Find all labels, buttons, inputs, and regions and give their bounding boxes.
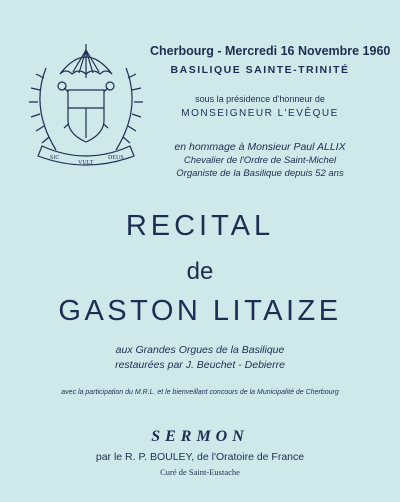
chevalier-line: Chevalier de l'Ordre de Saint-Michel [183, 155, 337, 166]
venue-name: BASILIQUE SAINTE-TRINITÉ [170, 64, 350, 76]
cure-line: Curé de Saint-Eustache [160, 467, 240, 477]
participation-line: avec la participation du M.R.L. et le bienveillant concours de la Municipalité de Cherbourg [61, 389, 339, 396]
presidence-line: sous la présidence d'honneur de [195, 94, 325, 104]
hommage-line: en hommage à Monsieur Paul ALLIX [174, 141, 346, 153]
ribbon-word-mid: VULT [78, 160, 94, 166]
event-date-line: Cherbourg - Mercredi 16 Novembre 1960 [150, 44, 391, 58]
ribbon-word-left: SIC [50, 155, 60, 161]
title-recital: RECITAL [125, 210, 275, 242]
preacher-line: par le R. P. BOULEY, de l'Oratoire de France [95, 451, 305, 463]
title-performer-name: GASTON LITAIZE [58, 295, 342, 327]
ribbon-word-right: DEUS [108, 155, 124, 161]
sermon-heading: SERMON [151, 428, 249, 445]
organiste-line: Organiste de la Basilique depuis 52 ans [176, 168, 344, 179]
honoree-name: MONSEIGNEUR L'EVÊQUE [181, 108, 339, 119]
title-de: de [186, 258, 214, 285]
restaurees-line: restaurées par J. Beuchet - Debierre [115, 359, 285, 371]
coat-of-arms-emblem-icon [16, 38, 156, 170]
orgues-line: aux Grandes Orgues de la Basilique [115, 344, 285, 356]
